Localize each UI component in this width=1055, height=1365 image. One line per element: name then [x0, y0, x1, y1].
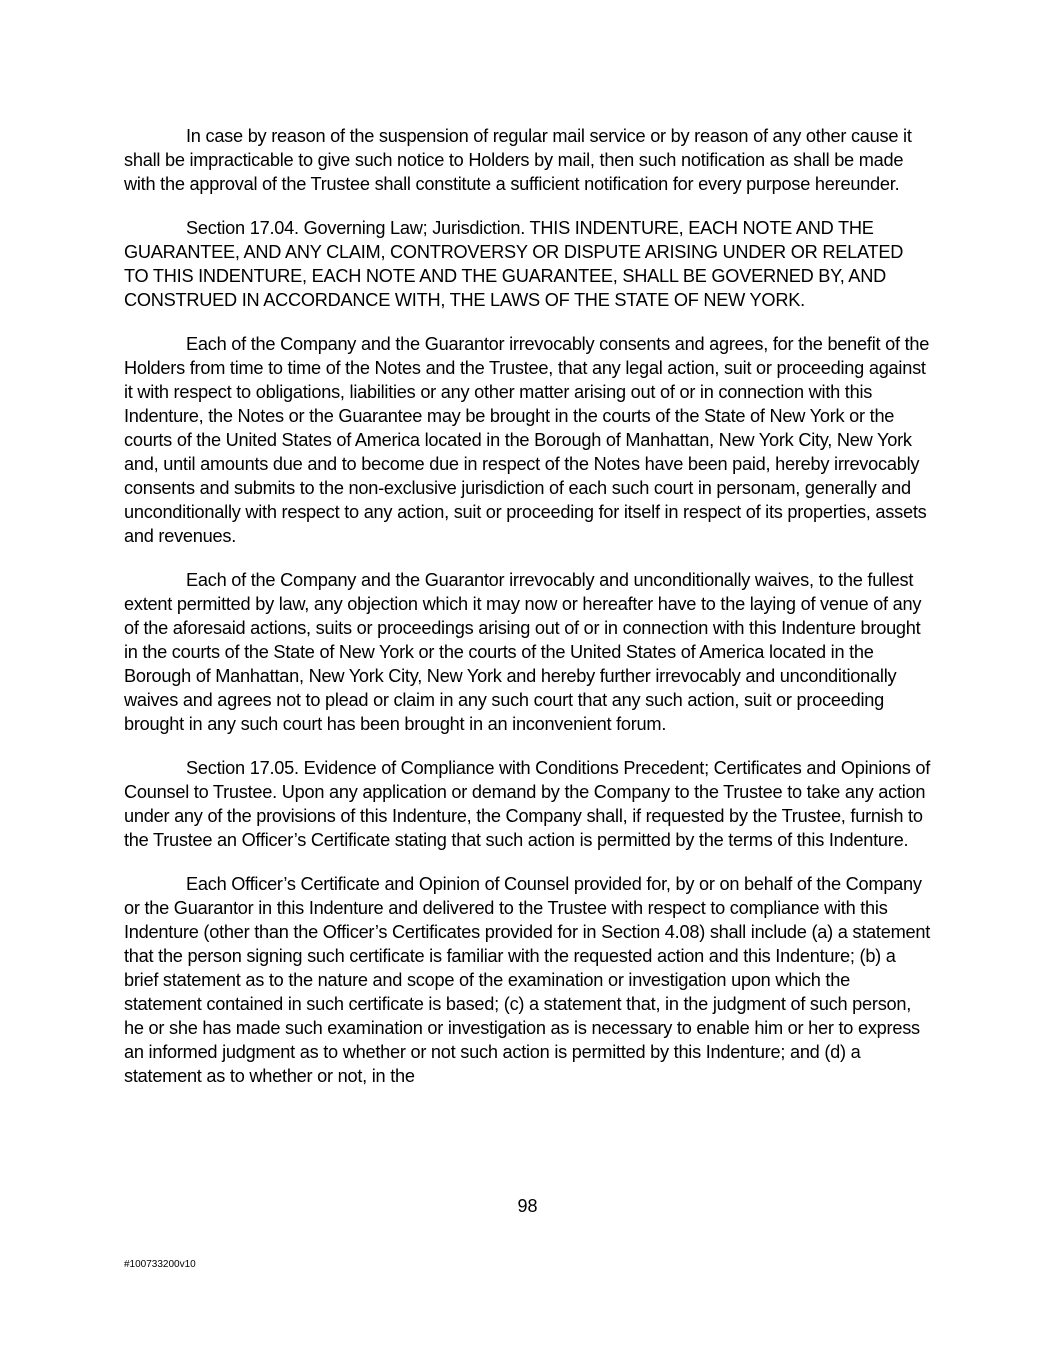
document-id: #100733200v10: [124, 1259, 196, 1270]
paragraph-waiver-of-venue: Each of the Company and the Guarantor irrevocably and unconditionally waives, to the fullest extent permitted by law, any objection which it may now or hereafter have to the laying of venue of any of the aforesaid actions, suits or proceedings arising out of or in connection with this Indenture brought in the courts of the State of New York or the courts of the United States of America located in the Borough of Manhattan, New York City, New York and hereby further irrevocably and unconditionally waives and agrees not to plead or claim in any such court that any such action, suit or proceeding brought in any such court has been brought in an inconvenient forum.: [124, 570, 922, 734]
paragraph-section-17-04-governing-law: Section 17.04. Governing Law; Jurisdiction. THIS INDENTURE, EACH NOTE AND THE GUARANTEE, AND ANY CLAIM, CONTROVERSY OR DISPUTE ARISING UNDER OR RELATED TO THIS INDENTURE, EACH NOTE AND THE GUARANTEE, SHALL BE GOVERNED BY, AND CONSTRUED IN ACCORDANCE WITH, THE LAWS OF THE STATE OF NEW YORK.: [124, 218, 904, 310]
page-number: 98: [517, 1196, 538, 1216]
paragraph-consent-to-jurisdiction: Each of the Company and the Guarantor irrevocably consents and agrees, for the benefit of the Holders from time to time of the Notes and the Trustee, that any legal action, suit or proceeding against it with respect to obligations, liabilities or any other matter arising out of or in connection with this Indenture, the Notes or the Guarantee may be brought in the courts of the State of New York or the courts of the United States of America located in the Borough of Manhattan, New York City, New York and, until amounts due and to become due in respect of the Notes have been paid, hereby irrevocably consents and submits to the non-exclusive jurisdiction of each such court in personam, generally and unconditionally with respect to any action, suit or proceeding for itself in respect of its properties, assets and revenues.: [124, 334, 930, 546]
document-body: [124, 124, 932, 1108]
paragraph-officers-certificate-contents: Each Officer’s Certificate and Opinion of Counsel provided for, by or on behalf of the Company or the Guarantor in this Indenture and delivered to the Trustee with respect to compliance with this Indenture (other than the Officer’s Certificates provided for in Section 4.08) shall include (a) a statement that the person signing such certificate is familiar with the requested action and this Indenture; (b) a brief statement as to the nature and scope of the examination or investigation upon which the statement contained in such certificate is based; (c) a statement that, in the judgment of such person, he or she has made such examination or investigation as is necessary to enable him or her to express an informed judgment as to whether or not such action is permitted by this Indenture; and (d) a statement as to whether or not, in the: [124, 874, 931, 1086]
paragraph-mail-suspension: In case by reason of the suspension of regular mail service or by reason of any other cause it shall be impracticable to give such notice to Holders by mail, then such notification as shall be made with the approval of the Trustee shall constitute a sufficient notification for every purpose hereunder.: [124, 126, 912, 194]
paragraph-section-17-05-evidence-of-compliance: Section 17.05. Evidence of Compliance with Conditions Precedent; Certificates and Opinions of Counsel to Trustee. Upon any application or demand by the Company to the Trustee to take any action under any of the provisions of this Indenture, the Company shall, if requested by the Trustee, furnish to the Trustee an Officer’s Certificate stating that such action is permitted by the terms of this Indenture.: [124, 758, 931, 850]
